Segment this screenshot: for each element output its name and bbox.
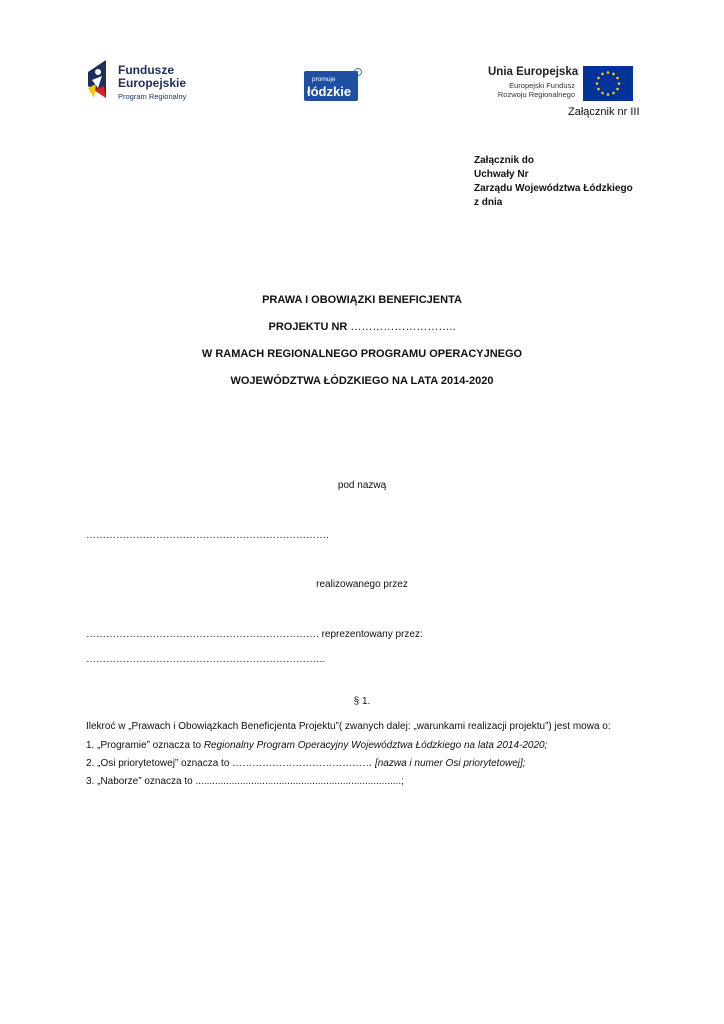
realized-by-label: realizowanego przez	[316, 579, 408, 590]
title-line-3: W RAMACH REGIONALNEGO PROGRAMU OPERACYJNEGO	[201, 348, 523, 360]
fundusze-europejskie-title: Fundusze Europejskie	[118, 63, 187, 90]
definition-item-3: 3. „Naborze” oznacza to ..........................................................................;	[86, 776, 404, 787]
header-line-1: Załącznik do	[474, 155, 535, 166]
project-name-placeholder: ……………………………………………………………….	[86, 530, 329, 541]
eu-star-icon	[597, 88, 600, 91]
represented-by-label: reprezentowany przez:	[321, 629, 423, 640]
title-project-dots: ………………………..	[350, 321, 456, 333]
eu-star-icon	[612, 73, 615, 76]
eu-star-icon	[607, 93, 610, 96]
title-line-4: WOJEWÓDZTWA ŁÓDZKIEGO NA LATA 2014-2020	[230, 375, 494, 387]
section-number: § 1.	[353, 696, 371, 707]
title-line-1: PRAWA I OBOWIĄZKI BENEFICJENTA	[262, 294, 462, 306]
definition-item-2	[86, 758, 526, 769]
item-2-italic: [nazwa i numer Osi priorytetowej];	[374, 758, 526, 769]
lodz-main-text: łódzkie	[307, 84, 352, 99]
eu-title: Unia Europejska	[488, 66, 579, 78]
title-project-label: PROJEKTU NR	[268, 321, 348, 333]
eu-star-icon	[616, 77, 619, 80]
header-line-3: Zarządu Województwa Łódzkiego	[474, 183, 633, 194]
eu-star-icon	[616, 88, 619, 91]
item-1-prefix: 1. „Programie” oznacza to	[86, 740, 204, 751]
program-regionalny-label: Program Regionalny	[118, 92, 187, 101]
promuje-lodzkie-logo-icon	[303, 67, 363, 102]
annex-label: Załącznik nr III	[568, 106, 640, 118]
representative-placeholder: ……………………………………………………………...	[86, 654, 325, 665]
eu-star-icon	[618, 82, 621, 85]
eu-star-icon	[612, 92, 615, 95]
header-line-4: z dnia	[474, 197, 503, 208]
lodz-small-text: promuje	[312, 76, 336, 83]
section-intro: Ilekroć w „Prawach i Obowiązkach Beneficjenta Projektu”( zwanych dalej: „warunkami realizacji projektu”) jest mowa o:	[86, 721, 611, 732]
item-2-prefix: 2. „Osi priorytetowej” oznacza to ……………………………………	[86, 758, 375, 769]
eu-star-icon	[601, 73, 604, 76]
eu-star-icon	[596, 82, 599, 85]
eu-flag-icon	[583, 66, 633, 101]
eu-star-icon	[607, 71, 610, 74]
item-1-italic: Regionalny Program Operacyjny Województwa Łódzkiego na lata 2014-2020;	[203, 740, 548, 751]
entity-placeholder: …………………………………………………………….	[86, 629, 319, 640]
title-line-2	[0, 321, 724, 333]
header-line-2: Uchwały Nr	[474, 169, 529, 180]
under-name-label: pod nazwą	[337, 480, 387, 491]
svg-text:c: c	[356, 70, 359, 76]
definition-item-1	[86, 740, 547, 751]
eu-star-icon	[597, 77, 600, 80]
eu-fund-label: Europejski Fundusz Rozwoju Regionalnego	[497, 81, 575, 99]
entity-line	[86, 629, 423, 640]
eu-star-icon	[601, 92, 604, 95]
